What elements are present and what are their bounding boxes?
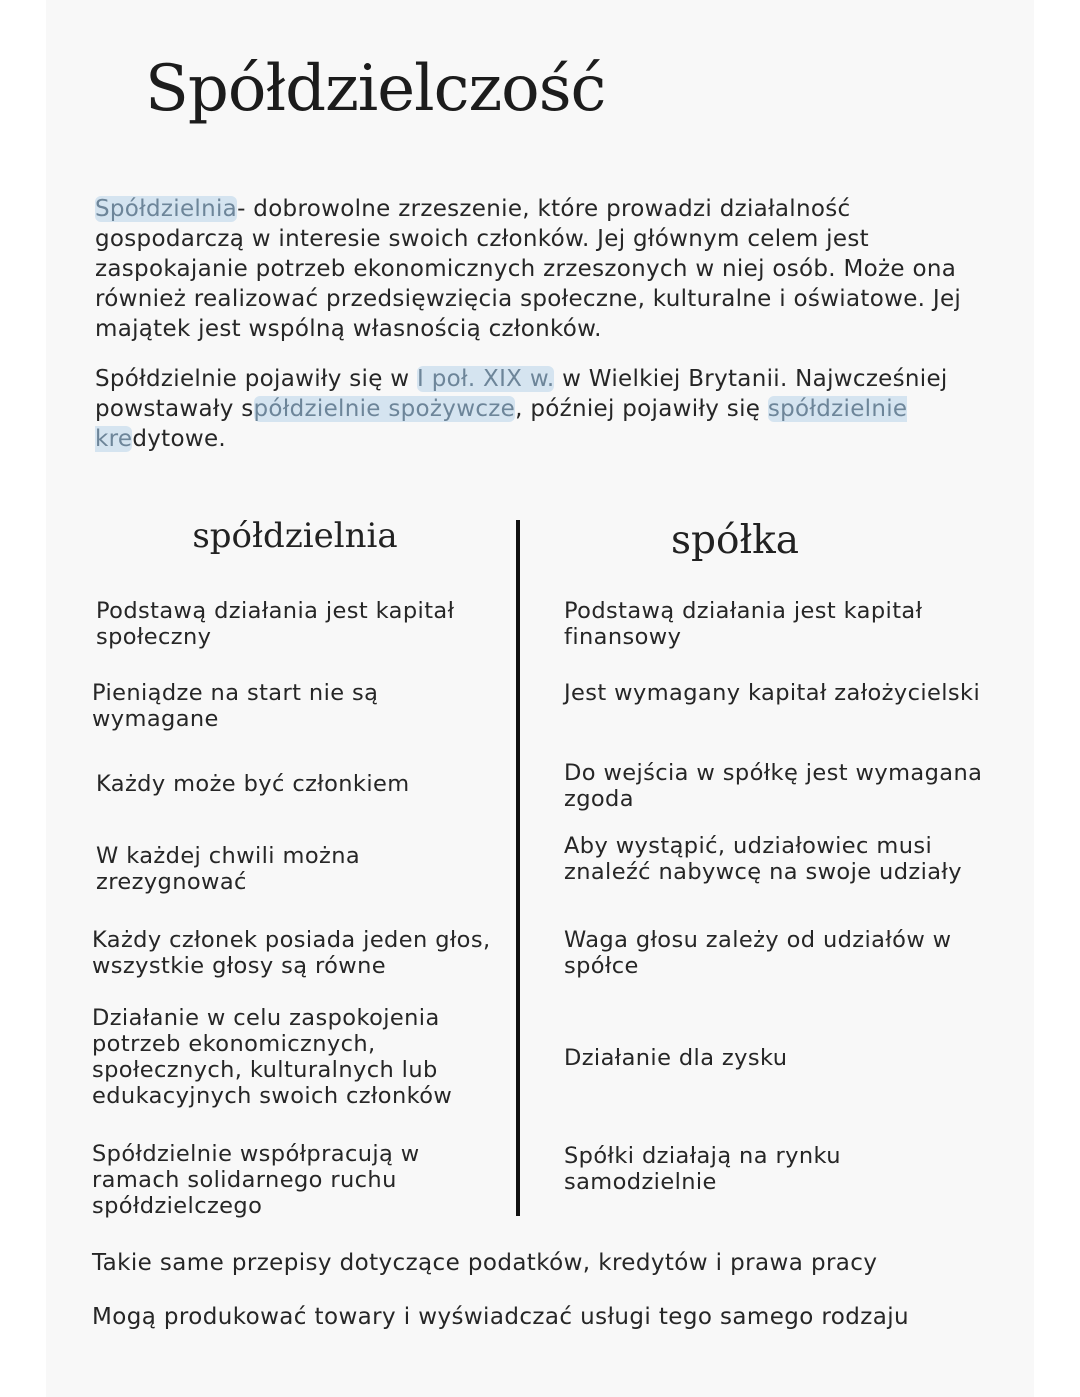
left-column-header: spółdzielnia (192, 516, 398, 556)
right-cell: Jest wymagany kapitał założycielski (564, 680, 981, 706)
right-cell: Aby wystąpić, udziałowiec musi znaleźć nabywcę na swoje udziały (564, 833, 962, 885)
common-feature: Takie same przepisy dotyczące podatków, kredytów i prawa pracy (92, 1250, 878, 1276)
right-cell: Waga głosu zależy od udziałów w spółce (564, 927, 952, 979)
history-text: Spółdzielnie pojawiły się w (95, 366, 418, 392)
left-cell: Spółdzielnie współpracują w ramach solidarnego ruchu spółdzielczego (92, 1141, 420, 1219)
highlighted-term: Spółdzielnia (95, 196, 238, 222)
left-cell: Działanie w celu zaspokojenia potrzeb ekonomicznych, społecznych, kulturalnych lub edukacyjnych swoich członków (92, 1005, 453, 1109)
right-column-header: spółka (671, 518, 799, 563)
left-cell: Każdy członek posiada jeden głos, wszystkie głosy są równe (92, 927, 491, 979)
left-cell: Pieniądze na start nie są wymagane (92, 680, 379, 732)
highlighted-term: półdzielnie spożywcze (253, 396, 516, 422)
highlighted-term: spółdzielnie kre (95, 396, 908, 452)
page-title: Spółdzielczość (145, 52, 606, 126)
definition-paragraph (95, 194, 995, 344)
right-cell: Podstawą działania jest kapitał finansowy (564, 598, 923, 650)
left-cell: Podstawą działania jest kapitał społeczny (96, 598, 455, 650)
common-feature: Mogą produkować towary i wyświadczać usługi tego samego rodzaju (92, 1304, 909, 1330)
history-text: , później pojawiły się (515, 396, 768, 422)
right-cell: Spółki działają na rynku samodzielnie (564, 1143, 841, 1195)
definition-text: - dobrowolne zrzeszenie, które prowadzi działalność gospodarczą w interesie swoich członków. Jej głównym celem jest zaspokajanie potrzeb ekonomicznych zrzeszonych w niej osób. Może ona również realizować przedsięwzięcia społeczne, kulturalne i oświatowe. Jej majątek jest wspólną własnością członków. (95, 196, 962, 342)
history-text: dytowe. (132, 426, 227, 452)
history-text: w Wielkiej Brytanii. Najwcześniej powstawały s (95, 366, 948, 422)
left-cell: Każdy może być członkiem (96, 771, 410, 797)
column-divider (516, 520, 520, 1216)
right-cell: Do wejścia w spółkę jest wymagana zgoda (564, 760, 983, 812)
right-cell: Działanie dla zysku (564, 1045, 788, 1071)
left-cell: W każdej chwili można zrezygnować (96, 843, 361, 895)
highlighted-date: I poł. XIX w. (417, 366, 555, 392)
history-paragraph (95, 364, 995, 454)
